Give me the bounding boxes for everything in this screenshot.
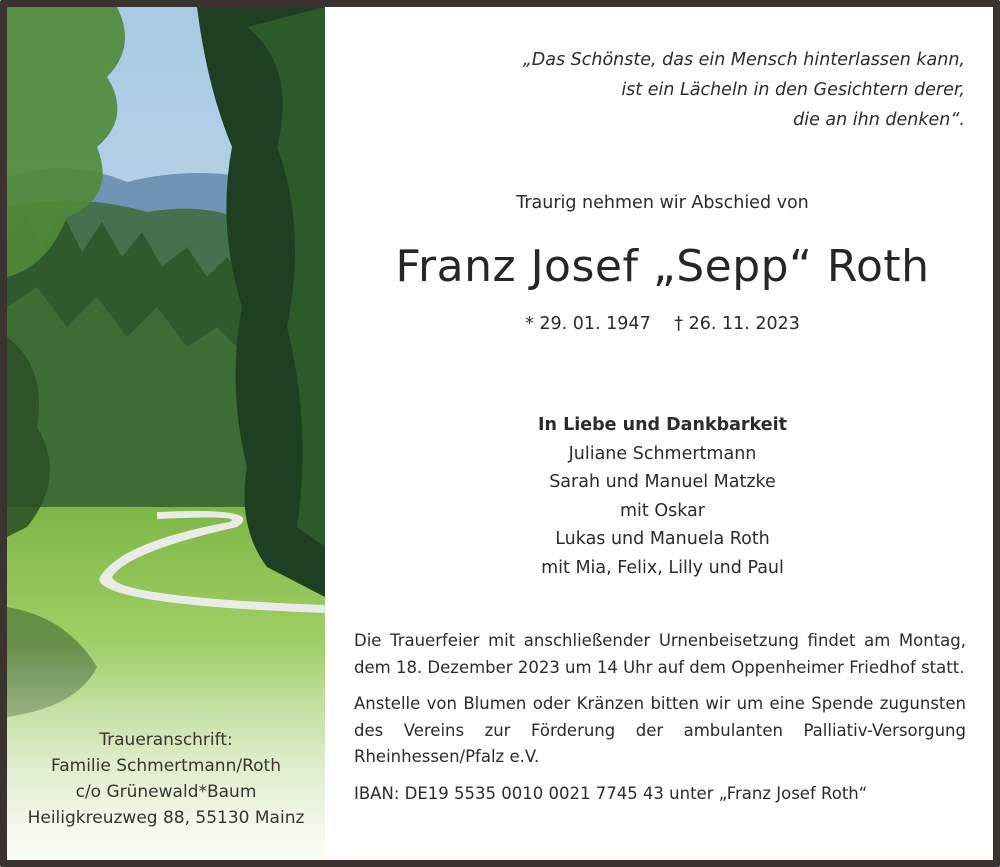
deceased-name: Franz Josef „Sepp“ Roth <box>395 241 930 292</box>
funeral-service-text: Die Trauerfeier mit anschließender Urnenbeisetzung findet am Montag, dem 18. Dezember 2023 um 14 Uhr auf dem Oppenheimer Friedhof statt. <box>354 631 966 677</box>
quote-line-3: die an ihn denken“. <box>793 110 965 130</box>
landscape-photo <box>7 7 325 860</box>
quote-line-1: „Das Schönste, das ein Mensch hinterlassen kann, <box>522 50 965 70</box>
death-date: † 26. 11. 2023 <box>674 314 800 334</box>
address-line-2: c/o Grünewald*Baum <box>75 782 257 802</box>
mourner-name: Sarah und Manuel Matzke <box>549 472 776 492</box>
address-line-3: Heiligkreuzweg 88, 55130 Mainz <box>27 808 305 828</box>
memorial-quote <box>445 45 965 135</box>
iban-text: IBAN: DE19 5535 0010 0021 7745 43 unter „Franz Josef Roth“ <box>354 783 868 803</box>
donation-request-text: Anstelle von Blumen oder Kränzen bitten wir um eine Spende zugunsten des Vereins zur Förderung der ambulanten Palliativ-Versorgung Rheinhessen/Pfalz e.V. <box>354 694 966 766</box>
mourners-list <box>325 411 1000 582</box>
mourners-heading: In Liebe und Dankbarkeit <box>538 415 787 435</box>
life-dates <box>325 314 1000 334</box>
birth-date: * 29. 01. 1947 <box>525 314 651 334</box>
mourner-name: mit Oskar <box>620 500 705 521</box>
mourner-name: Lukas und Manuela Roth <box>555 529 770 549</box>
mourning-address <box>7 727 325 831</box>
ceremony-info <box>354 628 966 807</box>
address-line-1: Familie Schmertmann/Roth <box>51 756 281 776</box>
intro-text: Traurig nehmen wir Abschied von <box>516 193 809 213</box>
address-label: Traueranschrift: <box>99 730 233 750</box>
quote-line-2: ist ein Lächeln in den Gesichtern derer, <box>621 80 965 100</box>
mourner-name: mit Mia, Felix, Lilly und Paul <box>541 557 784 578</box>
mourner-name: Juliane Schmertmann <box>568 443 757 464</box>
